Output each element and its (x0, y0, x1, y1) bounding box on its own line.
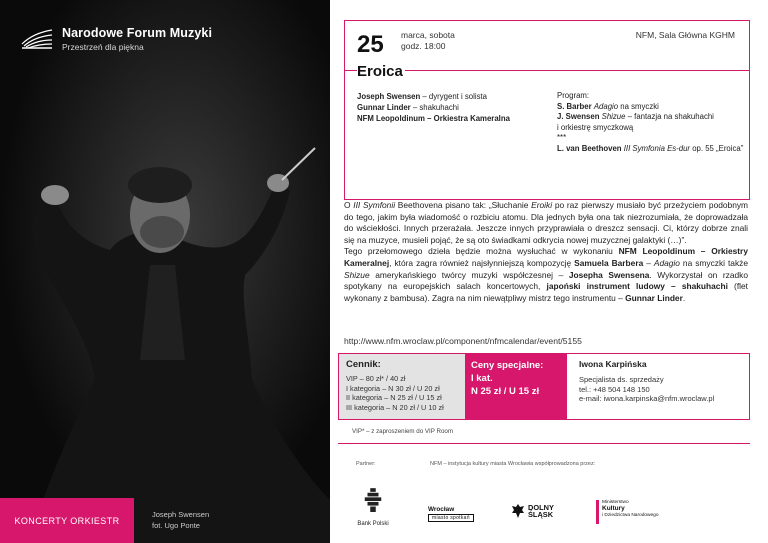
program-item: S. Barber Adagio na smyczki (557, 101, 659, 111)
event-url-link[interactable]: http://www.nfm.wroclaw.pl/component/nfmcalendar/event/5155 (344, 336, 582, 346)
partner-description: NFM – instytucja kultury miasta Wrocławia współprowadzona przez: (430, 461, 596, 467)
wroclaw-logo-top: Wrocław (428, 506, 455, 513)
special-price-box (465, 354, 567, 419)
special-price-category: I kat. (471, 373, 493, 384)
event-date-time (401, 30, 455, 52)
wroclaw-logo (428, 506, 474, 522)
price-line: III kategoria – N 20 zł / U 10 zł (346, 402, 444, 412)
vip-note: VIP* – z zaproszeniem do VIP Room (352, 428, 453, 435)
performer-item: Gunnar Linder – shakuhachi (357, 103, 459, 112)
bank-polski-icon (362, 488, 384, 514)
event-day: 25 (357, 31, 384, 58)
credit-name: Joseph Swensen (152, 510, 210, 519)
partner-label: Partner: (356, 461, 376, 467)
price-line: II kategoria – N 25 zł / U 15 zł (346, 393, 442, 402)
event-time: godz. 18:00 (401, 41, 446, 51)
performer-item: Joseph Swensen – dyrygent i solista (357, 92, 488, 101)
brand-subtitle: Przestrzeń dla piękna (62, 42, 144, 52)
ministry-bar (596, 500, 599, 524)
program-item: L. van Beethoven III Symfonia Es-dur op. 55 „Eroica” (557, 143, 744, 153)
hero-panel (0, 0, 330, 543)
contact-role: Specjalista ds. sprzedaży (579, 375, 664, 384)
dolny-slask-top: DOLNY (528, 503, 554, 512)
price-line: VIP – 80 zł* / 40 zł (346, 374, 406, 383)
program-list (557, 91, 747, 155)
price-list (339, 354, 465, 419)
brand-title: Narodowe Forum Muzyki (62, 26, 213, 40)
bank-polski-logo (356, 488, 390, 527)
photo-credit (152, 509, 209, 531)
special-price-value: N 25 zł / U 15 zł (471, 386, 540, 397)
dolny-slask-bottom: ŚLĄSK (528, 510, 554, 520)
footer-divider (338, 443, 750, 444)
dolny-slask-text (528, 504, 554, 519)
ministry-mid: Kultury (602, 505, 625, 512)
contact-phone[interactable]: tel.: +48 504 148 150 (579, 384, 650, 394)
contact-name: Iwona Karpińska (579, 359, 647, 369)
program-item: J. Swensen Shizue – fantazja na shakuhachi (557, 112, 714, 122)
category-badge: KONCERTY ORKIESTR (0, 498, 134, 543)
program-item-cont: i orkiestrę smyczkową (557, 122, 634, 132)
event-title: Eroica (357, 63, 403, 80)
special-price-heading: Ceny specjalne: (471, 360, 544, 371)
nfm-logo-icon (20, 26, 54, 56)
title-divider (345, 70, 749, 71)
price-heading: Cennik: (346, 359, 381, 370)
description-paragraph: O III Symfonii Beethovena pisano tak: „Słuchanie Eroiki po raz pierwszy musiało być przeżyciem podobnym do tego, jakim była wiadomość o rozbiciu atomu. Dla jednych była ona tak niezrozumiała, że doprowadzała do wściekłości. Innych przerażała. Jeszcze innych przyprawiała o dreszcz sensacji. Ci, którzy dobrze znali się na muzyce, musieli pojąć, że są oto świadkami odkrycia nowej muzycznej galaktyki (…)”. (344, 200, 749, 245)
performer-item: NFM Leopoldinum – Orkiestra Kameralna (357, 114, 510, 123)
event-date: marca, sobota (401, 30, 455, 40)
pricing-box (338, 353, 750, 420)
event-box (344, 20, 750, 200)
performers-list (357, 91, 510, 124)
event-venue: NFM, Sala Główna KGHM (635, 30, 735, 40)
eagle-icon (512, 504, 524, 518)
bank-polski-label: Bank Polski (357, 521, 389, 527)
contact-email[interactable]: e-mail: iwona.karpinska@nfm.wroclaw.pl (579, 394, 715, 404)
program-label: Program: (557, 91, 590, 100)
program-separator: *** (557, 133, 567, 143)
dolny-slask-logo (512, 504, 554, 519)
conductor-photo (0, 0, 330, 543)
price-line: I kategoria – N 30 zł / U 20 zł (346, 383, 440, 393)
description-paragraph: Tego przełomowego dzieła będzie można wysłuchać w wykonaniu NFM Leopoldinum – Orkiestry Kameralnej, która zagra również najsłynniejszą kompozycję Samuela Barbera – Adagio na smyczki także Shizue amerykańskiego twórcy muzyki współczesnej – Josepha Swensena. Wykorzystał on rzadko spotykany na europejskich salach koncertowych, japoński instrument ludowy – shakuhachi (flet wykonany z bambusa). Zagra na nim niewątpliwy mistrz tego instrumentu – Gunnar Linder. (344, 246, 749, 303)
sales-contact (575, 354, 747, 419)
ministry-text (602, 500, 659, 524)
credit-photographer: fot. Ugo Ponte (152, 521, 200, 530)
ministry-logo (596, 500, 659, 524)
wroclaw-logo-bottom: miasto spotkań (428, 514, 474, 522)
ministry-top: Ministerstwo (602, 500, 629, 505)
ministry-bottom: i Dziedzictwa Narodowego (602, 513, 659, 518)
event-description (344, 200, 748, 304)
